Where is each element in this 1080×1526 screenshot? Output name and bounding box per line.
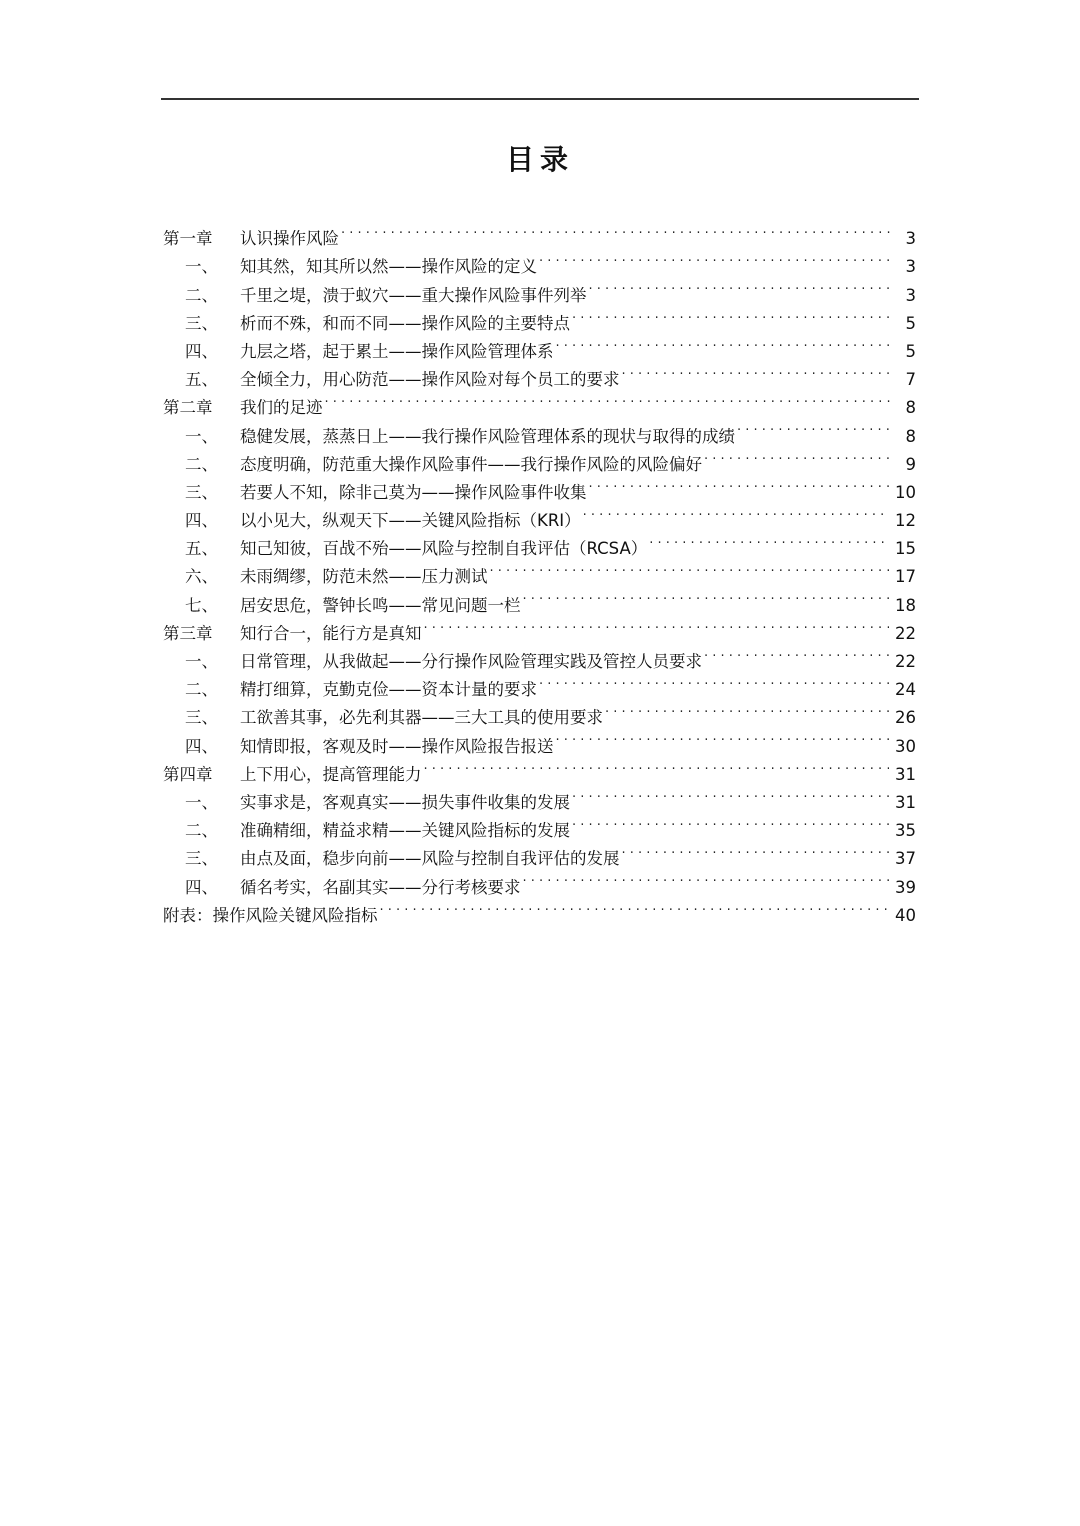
dot-leader (572, 780, 889, 808)
toc-entry-page-number: 3 (905, 229, 916, 249)
dot-leader (704, 639, 889, 667)
toc-entry-page-number: 5 (905, 341, 916, 361)
toc-entry-chapter[interactable] (163, 216, 916, 249)
toc-entry-title: 上下用心，提高管理能力 (240, 764, 422, 784)
toc-entry-number: 第三章 (163, 623, 213, 643)
toc-entry-title: 全倾全力，用心防范——操作风险对每个员工的要求 (240, 370, 620, 390)
toc-entry-number: 第二章 (163, 398, 213, 418)
dot-leader (424, 752, 890, 780)
toc-entry-number: 三、 (185, 708, 218, 728)
toc-entry-number: 第一章 (163, 229, 213, 249)
dot-leader (622, 836, 890, 864)
toc-entry-title: 精打细算，克勤克俭——资本计量的要求 (240, 680, 537, 700)
toc-entry-title: 由点及面，稳步向前——风险与控制自我评估的发展 (240, 849, 620, 869)
toc-entry-number: 一、 (185, 257, 218, 277)
toc-entry-title: 知情即报，客观及时——操作风险报告报送 (240, 736, 554, 756)
toc-entry-title: 我们的足迹 (240, 398, 323, 418)
dot-leader (341, 216, 890, 244)
toc-entry-page-number: 31 (895, 764, 916, 784)
toc-entry-title: 九层之塔，起于累土——操作风险管理体系 (240, 341, 554, 361)
dot-leader (589, 470, 890, 498)
toc-entry-number: 六、 (185, 567, 218, 587)
toc-entry-page-number: 3 (905, 285, 916, 305)
dot-leader (523, 864, 890, 892)
toc-entry-title: 知其然，知其所以然——操作风险的定义 (240, 257, 537, 277)
toc-entry-page-number: 12 (895, 511, 916, 531)
dot-leader (424, 611, 890, 639)
toc-entry-number: 第四章 (163, 764, 213, 784)
toc-entry-title: 态度明确，防范重大操作风险事件——我行操作风险的风险偏好 (240, 454, 702, 474)
toc-entry-number: 二、 (185, 285, 218, 305)
toc-entry-number: 四、 (185, 877, 218, 897)
dot-leader (704, 442, 890, 470)
dot-leader (622, 357, 891, 385)
page-title: 目录 (505, 143, 574, 176)
dot-leader (325, 385, 891, 413)
toc-entry-number: 三、 (185, 313, 218, 333)
dot-leader (649, 526, 889, 554)
dot-leader (539, 244, 890, 272)
toc-entry-page-number: 3 (905, 257, 916, 277)
toc-entry-page-number: 24 (895, 680, 916, 700)
toc-entry-title: 千里之堤，溃于蚁穴——重大操作风险事件列举 (240, 285, 587, 305)
toc-entry-page-number: 8 (905, 426, 916, 446)
toc-entry-page-number: 37 (895, 849, 916, 869)
toc-entry-page-number: 8 (905, 398, 916, 418)
dot-leader (490, 554, 890, 582)
toc-entry-title: 工欲善其事，必先利其器——三大工具的使用要求 (240, 708, 603, 728)
dot-leader (589, 272, 891, 300)
toc-entry-page-number: 31 (895, 792, 916, 812)
toc-entry-number: 二、 (185, 680, 218, 700)
toc-entry-number: 二、 (185, 454, 218, 474)
dot-leader (572, 301, 890, 329)
toc-entry-number: 四、 (185, 736, 218, 756)
dot-leader (556, 723, 890, 751)
toc-entry-title: 准确精细，精益求精——关键风险指标的发展 (240, 821, 570, 841)
toc-entry-title: 循名考实，名副其实——分行考核要求 (240, 877, 521, 897)
toc-entry-page-number: 5 (905, 313, 916, 333)
toc-entry-number: 四、 (185, 511, 218, 531)
toc-entry-page-number: 7 (905, 370, 916, 390)
toc-entry-title: 附表：操作风险关键风险指标 (163, 905, 378, 925)
toc-entry-number: 四、 (185, 341, 218, 361)
toc-entry-page-number: 10 (895, 482, 916, 502)
dot-leader (605, 695, 889, 723)
toc-entry-number: 五、 (185, 370, 218, 390)
dot-leader (583, 498, 889, 526)
toc-entry-title: 若要人不知，除非己莫为——操作风险事件收集 (240, 482, 587, 502)
toc-entry-page-number: 15 (895, 539, 916, 559)
dot-leader (380, 893, 890, 921)
dot-leader (523, 582, 890, 610)
dot-leader (737, 413, 890, 441)
toc-entry-title: 稳健发展，蒸蒸日上——我行操作风险管理体系的现状与取得的成绩 (240, 426, 735, 446)
toc-entry-page-number: 18 (895, 595, 916, 615)
toc-entry-number: 一、 (185, 792, 218, 812)
toc-entry-title: 居安思危，警钟长鸣——常见问题一栏 (240, 595, 521, 615)
toc-entry-page-number: 22 (895, 623, 916, 643)
dot-leader (572, 808, 889, 836)
toc-entry-title: 认识操作风险 (240, 229, 339, 249)
toc-entry-number: 三、 (185, 482, 218, 502)
toc-entry-title: 析而不殊，和而不同——操作风险的主要特点 (240, 313, 570, 333)
toc-entry-page-number: 26 (895, 708, 916, 728)
toc-entry-number: 一、 (185, 426, 218, 446)
header-rule (161, 98, 919, 100)
toc-entry-title: 未雨绸缪，防范未然——压力测试 (240, 567, 488, 587)
toc-entry-title: 以小见大，纵观天下——关键风险指标（KRI） (240, 511, 581, 531)
toc-entry-title: 日常管理，从我做起——分行操作风险管理实践及管控人员要求 (240, 652, 702, 671)
toc-entry-title: 知行合一，能行方是真知 (240, 623, 422, 643)
toc-entry-number: 七、 (185, 595, 218, 615)
toc-entry-page-number: 40 (895, 905, 916, 925)
toc-entry-number: 五、 (185, 539, 218, 559)
toc-entry-title: 实事求是，客观真实——损失事件收集的发展 (240, 792, 570, 812)
toc-entry-page-number: 17 (895, 567, 916, 587)
toc-entry-number: 三、 (185, 849, 218, 869)
toc-entry-page-number: 30 (895, 736, 916, 756)
toc-entry-page-number: 35 (895, 821, 916, 841)
toc-entry-number: 二、 (185, 821, 218, 841)
toc-entry-title: 知己知彼，百战不殆——风险与控制自我评估（RCSA） (240, 539, 648, 559)
dot-leader (539, 667, 889, 695)
table-of-contents (163, 216, 916, 925)
toc-entry-page-number: 39 (895, 877, 916, 897)
dot-leader (556, 329, 891, 357)
toc-entry-number: 一、 (185, 652, 218, 671)
toc-entry-page-number: 22 (895, 652, 916, 671)
toc-entry-page-number: 9 (905, 454, 916, 474)
